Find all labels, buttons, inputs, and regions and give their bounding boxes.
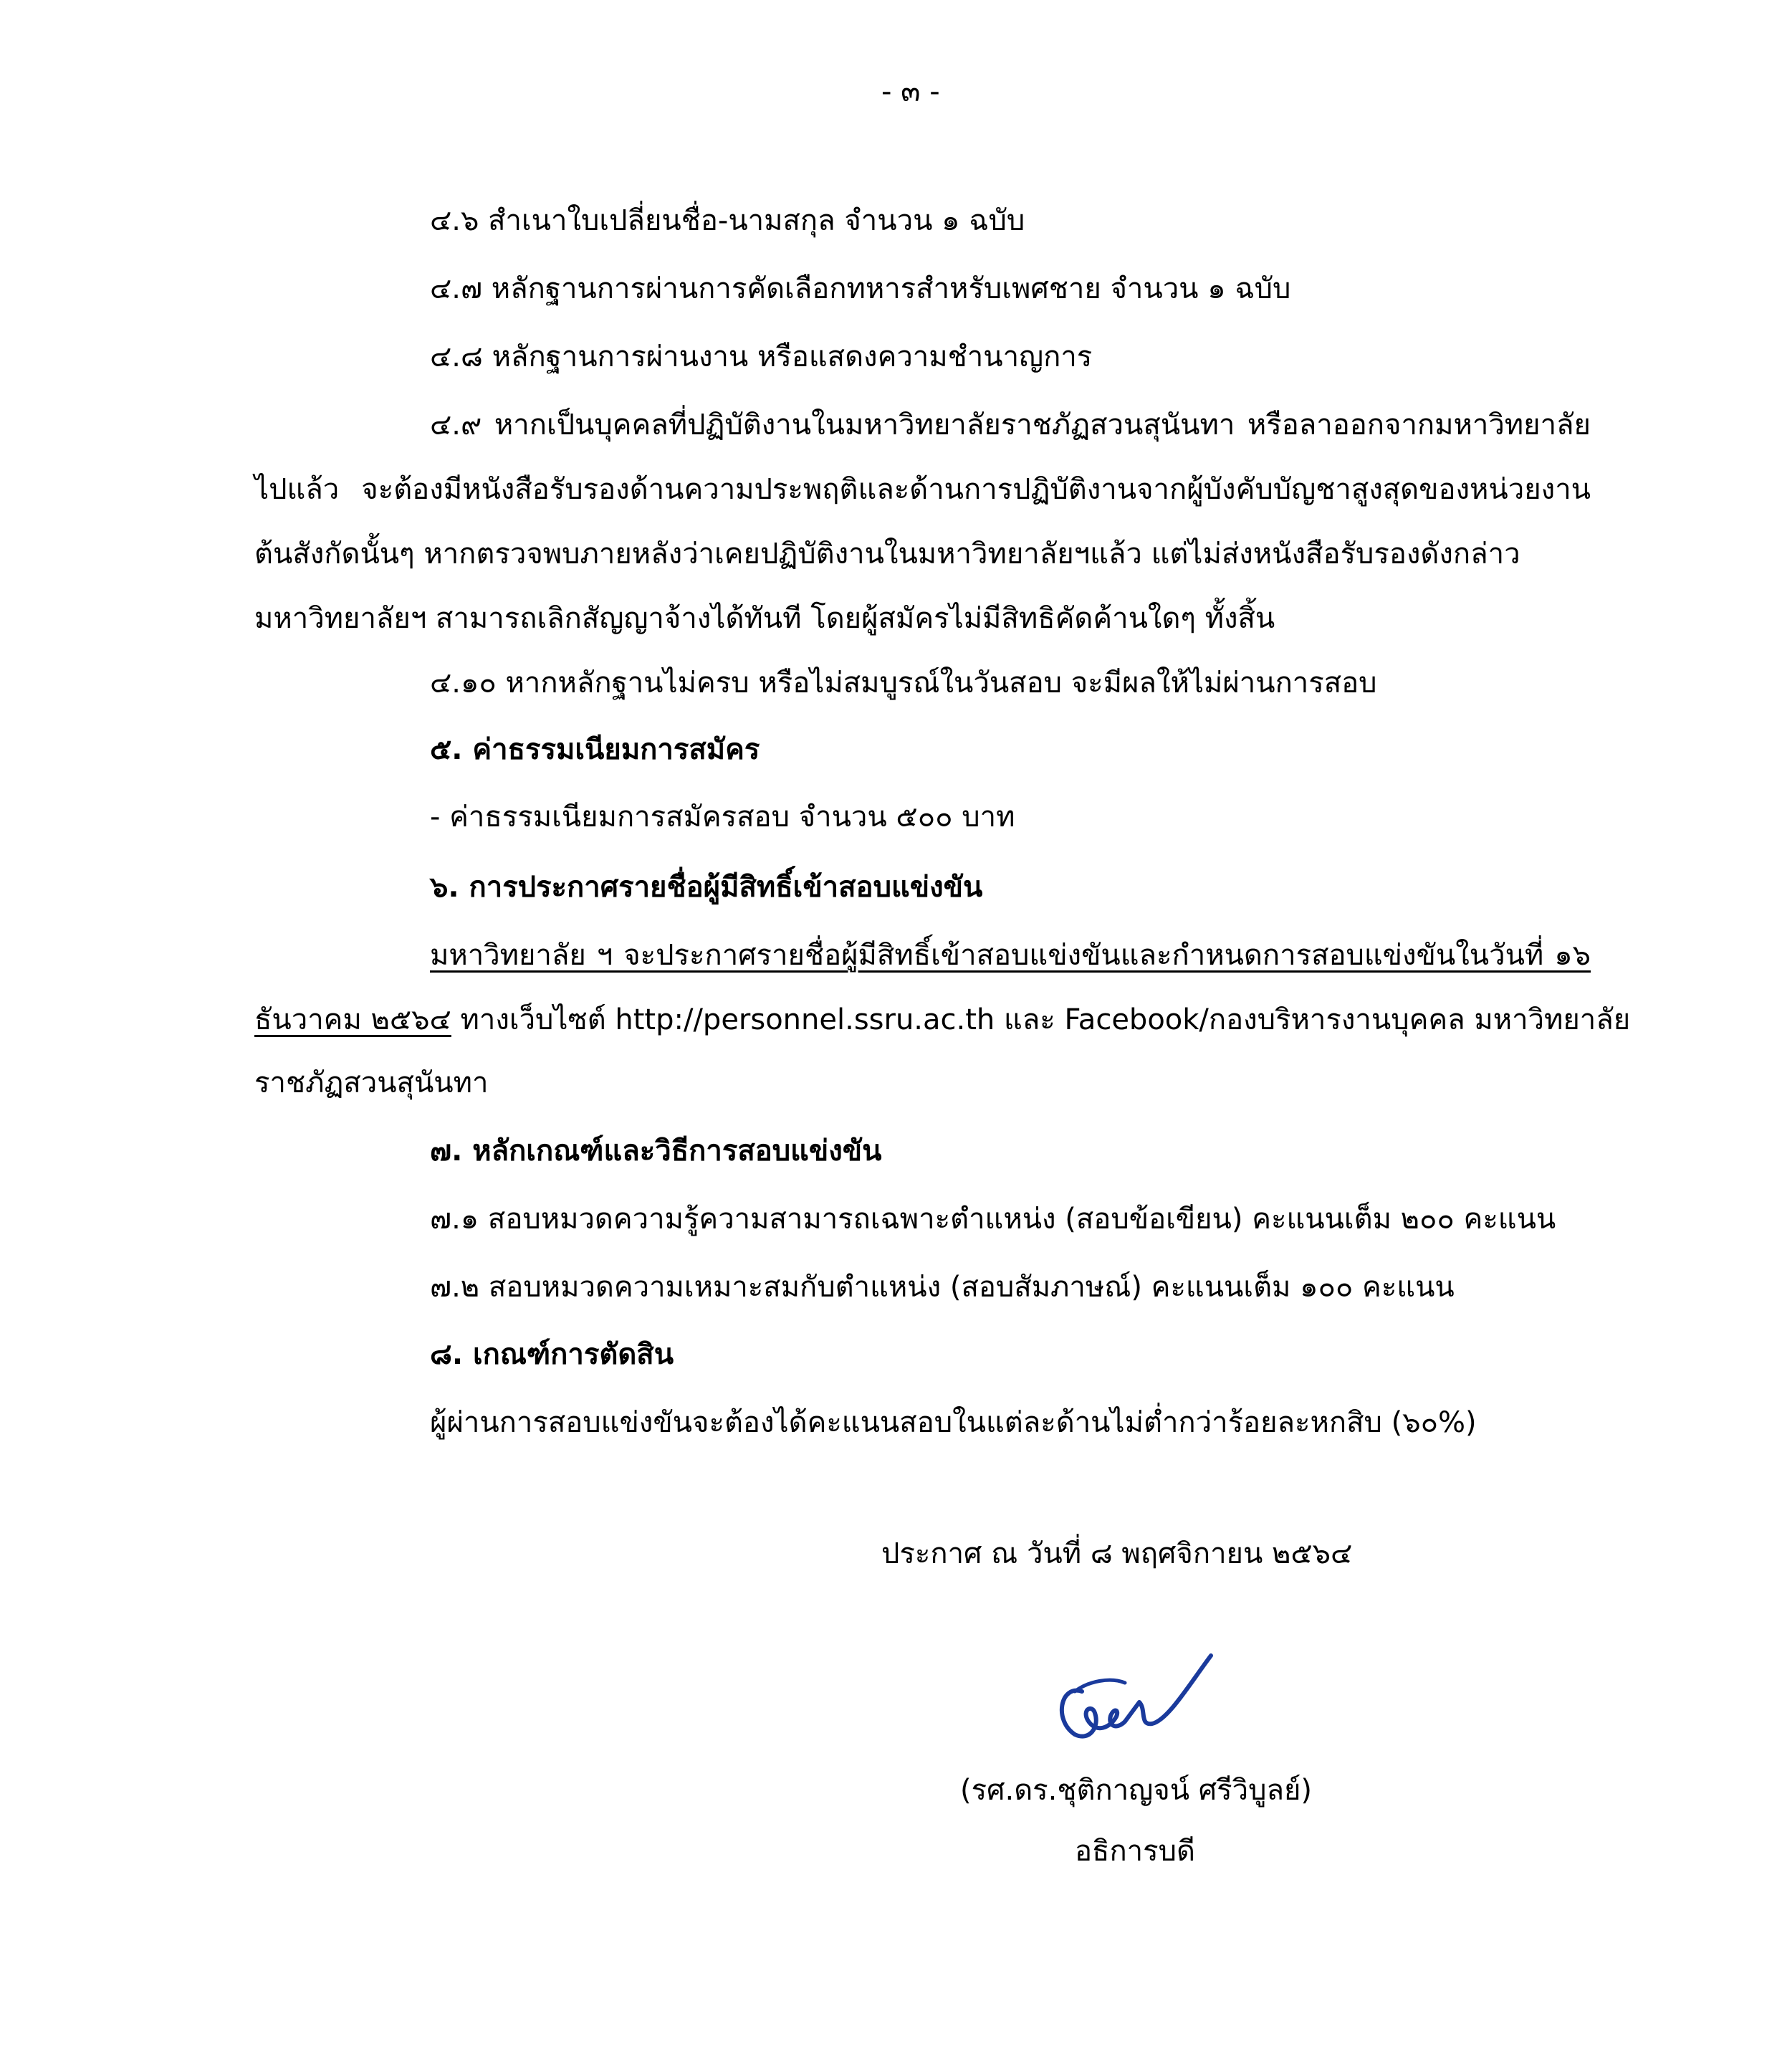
signature: [1032, 1641, 1247, 1770]
item-4-9-line-2: ไปแล้ว จะต้องมีหนังสือรับรองด้านความประพฤติและด้านการปฏิบัติงานจากผู้บังคับบัญชาสูงสุดของหน่วยงาน: [254, 473, 1591, 506]
section-6-line-2: [254, 1000, 1630, 1040]
section-8-heading: ๘. เกณฑ์การตัดสิน: [430, 1338, 674, 1371]
item-7-1: ๗.๑ สอบหมวดความรู้ความสามารถเฉพาะตำแหน่ง (สอบข้อเขียน) คะแนนเต็ม ๒๐๐ คะแนน: [430, 1203, 1556, 1236]
item-4-6: ๔.๖ สำเนาใบเปลี่ยนชื่อ-นามสกุล จำนวน ๑ ฉบับ: [430, 204, 1025, 237]
item-4-10: ๔.๑๐ หากหลักฐานไม่ครบ หรือไม่สมบูรณ์ในวันสอบ จะมีผลให้ไม่ผ่านการสอบ: [430, 667, 1377, 700]
item-4-7: ๔.๗ หลักฐานการผ่านการคัดเลือกทหารสำหรับเพศชาย จำนวน ๑ ฉบับ: [430, 272, 1291, 305]
item-4-9-line-1: ๔.๙ หากเป็นบุคคลที่ปฏิบัติงานในมหาวิทยาลัยราชภัฏสวนสุนันทา หรือลาออกจากมหาวิทยาลัย: [430, 409, 1591, 441]
announcement-date: ประกาศ ณ วันที่ ๘ พฤศจิกายน ๒๕๖๔: [881, 1537, 1353, 1570]
section-5-body: - ค่าธรรมเนียมการสมัครสอบ จำนวน ๕๐๐ บาท: [430, 801, 1015, 834]
section-5-heading: ๕. ค่าธรรมเนียมการสมัคร: [430, 733, 760, 766]
signer-name: (รศ.ดร.ชุติกาญจน์ ศรีวิบูลย์): [960, 1774, 1313, 1807]
item-4-9-line-4: มหาวิทยาลัยฯ สามารถเลิกสัญญาจ้างได้ทันที โดยผู้สมัครไม่มีสิทธิคัดค้านใดๆ ทั้งสิ้น: [254, 602, 1275, 635]
section-6-line-1: มหาวิทยาลัย ฯ จะประกาศรายชื่อผู้มีสิทธิ์เข้าสอบแข่งขันและกำหนดการสอบแข่งขันในวันที่ ๑๖: [430, 939, 1591, 972]
signer-title: อธิการบดี: [1075, 1835, 1195, 1868]
section-6-heading: ๖. การประกาศรายชื่อผู้มีสิทธิ์เข้าสอบแข่งขัน: [430, 871, 983, 904]
announcement-date-underlined: ธันวาคม ๒๕๖๔: [254, 1003, 451, 1036]
section-8-body: ผู้ผ่านการสอบแข่งขันจะต้องได้คะแนนสอบในแต่ละด้านไม่ต่ำกว่าร้อยละหกสิบ (๖๐%): [430, 1406, 1477, 1439]
item-4-8: ๔.๘ หลักฐานการผ่านงาน หรือแสดงความชำนาญการ: [430, 340, 1093, 373]
section-7-heading: ๗. หลักเกณฑ์และวิธีการสอบแข่งขัน: [430, 1135, 882, 1168]
page-number: - ๓ -: [881, 75, 940, 108]
item-7-2: ๗.๒ สอบหมวดความเหมาะสมกับตำแหน่ง (สอบสัมภาษณ์) คะแนนเต็ม ๑๐๐ คะแนน: [430, 1271, 1455, 1304]
website-text: ทางเว็บไซต์ http://personnel.ssru.ac.th และ Facebook/กองบริหารงานบุคคล มหาวิทยาลัย: [451, 1003, 1631, 1036]
item-4-9-line-3: ต้นสังกัดนั้นๆ หากตรวจพบภายหลังว่าเคยปฏิบัติงานในมหาวิทยาลัยฯแล้ว แต่ไม่ส่งหนังสือรับรองดังกล่าว: [254, 538, 1520, 570]
section-6-line-3: ราชภัฏสวนสุนันทา: [254, 1066, 489, 1099]
